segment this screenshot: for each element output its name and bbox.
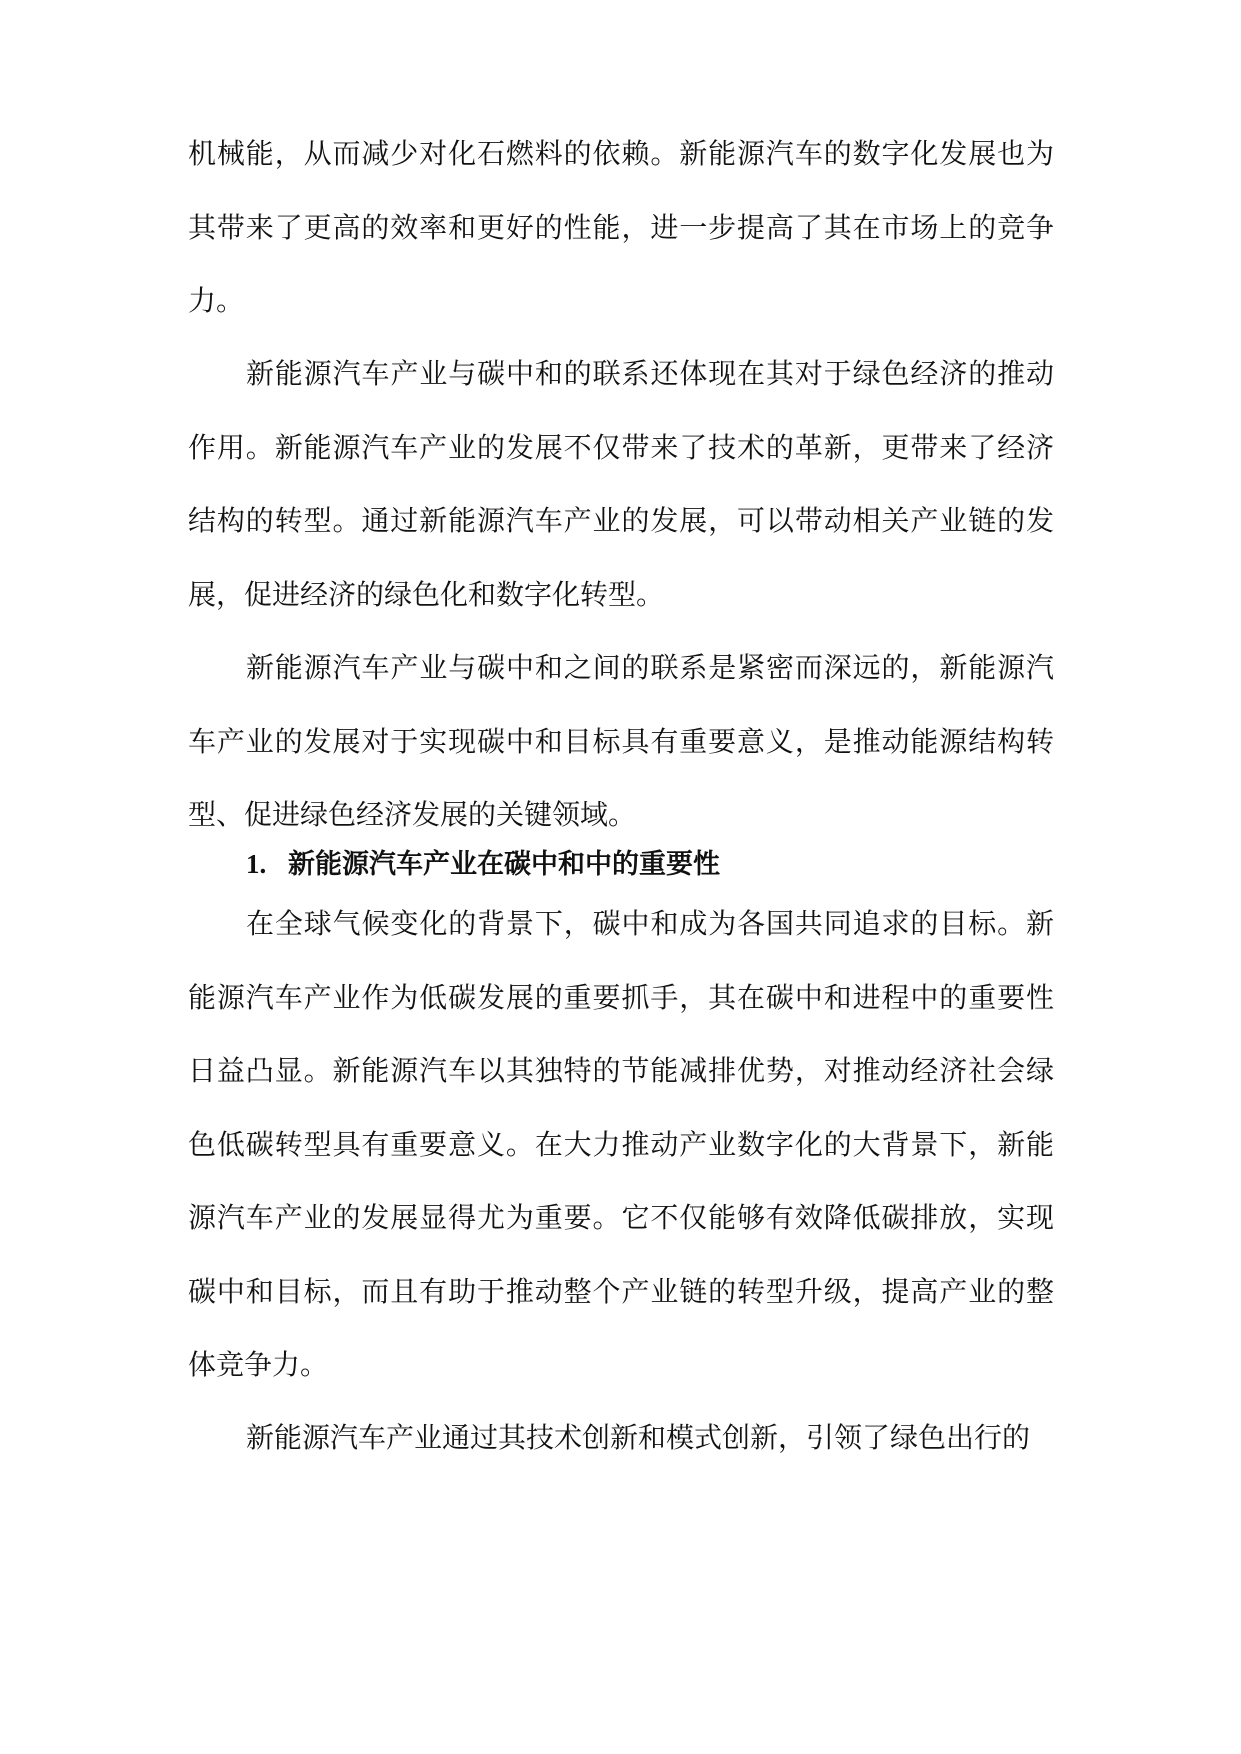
paragraph-conclusion: 新能源汽车产业与碳中和之间的联系是紧密而深远的，新能源汽车产业的发展对于实现碳中和目标具有重要意义，是推动能源结构转型、促进绿色经济发展的关键领域。 (188, 651, 1054, 831)
paragraph-innovation: 新能源汽车产业通过其技术创新和模式创新，引领了绿色出行的 (246, 1421, 1031, 1454)
paragraph-continuation: 机械能，从而减少对化石燃料的依赖。新能源汽车的数字化发展也为其带来了更高的效率和更好的性能，进一步提高了其在市场上的竞争力。 (188, 137, 1054, 317)
paragraph-green-economy: 新能源汽车产业与碳中和的联系还体现在其对于绿色经济的推动作用。新能源汽车产业的发展不仅带来了技术的革新，更带来了经济结构的转型。通过新能源汽车产业的发展，可以带动相关产业链的发展，促进经济的绿色化和数字化转型。 (188, 357, 1054, 611)
section-title: 新能源汽车产业在碳中和中的重要性 (288, 849, 720, 880)
paragraph-importance: 在全球气候变化的背景下，碳中和成为各国共同追求的目标。新能源汽车产业作为低碳发展的重要抓手，其在碳中和进程中的重要性日益凸显。新能源汽车以其独特的节能减排优势，对推动经济社会绿色低碳转型具有重要意义。在大力推动产业数字化的大背景下，新能源汽车产业的发展显得尤为重要。它不仅能够有效降低碳排放，实现碳中和目标，而且有助于推动整个产业链的转型升级，提高产业的整体竞争力。 (188, 907, 1054, 1381)
section-number: 1. (246, 849, 267, 879)
section-heading (246, 844, 720, 885)
